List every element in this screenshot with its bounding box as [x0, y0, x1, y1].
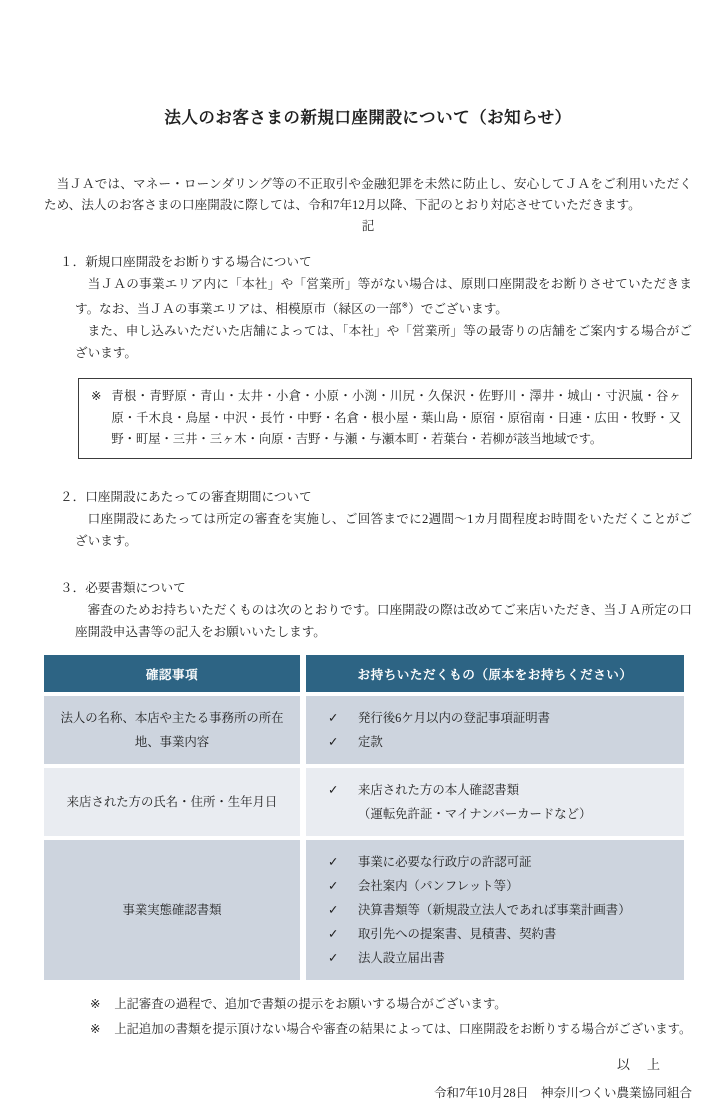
table-row-items	[306, 840, 684, 980]
section-2-body	[75, 508, 692, 552]
section-2-paragraph-1: 口座開設にあたっては所定の審査を実施し、ご回答までに2週間～1カ月間程度お時間をいただくことがございます。	[75, 511, 692, 548]
list-item	[314, 850, 676, 874]
list-item-text: 決算書類等（新規設立法人であれば事業計画書）	[358, 902, 631, 917]
note-marker: ※	[90, 996, 101, 1011]
list-item	[314, 778, 676, 802]
intro-paragraph: 当ＪＡでは、マネー・ローンダリング等の不正取引や金融犯罪を未然に防止し、安心してＪＡをご利用いただくため、法人のお客さまの口座開設に際しては、令和7年12月以降、下記のとおり対応させていただきます。	[44, 177, 692, 212]
footnote	[90, 1017, 692, 1042]
check-list	[314, 706, 676, 754]
footnote	[90, 992, 692, 1017]
required-documents-table	[44, 655, 684, 980]
note-marker: ※	[91, 389, 102, 404]
page-title: 法人のお客さまの新規口座開設について（お知らせ）	[164, 109, 572, 127]
section-3	[44, 578, 692, 643]
list-item	[314, 706, 676, 730]
check-icon: ✓	[328, 709, 339, 725]
section-1-body	[75, 273, 692, 364]
service-area-list: 青根・青野原・青山・太井・小倉・小原・小渕・川尻・久保沢・佐野川・澤井・城山・寸沢嵐・谷ヶ原・千木良・鳥屋・中沢・長竹・中野・名倉・根小屋・葉山島・原宿・原宿南・日連・広田・牧野・又野・町屋・三井・三ヶ木・向原・吉野・与瀬・与瀬本町・若葉台・若柳が該当地域です。	[111, 389, 681, 447]
section-1	[44, 252, 692, 364]
list-item	[314, 874, 676, 898]
table-row-items	[306, 696, 684, 764]
table-row-label: 事業実態確認書類	[44, 840, 300, 980]
list-item-text: 来店された方の本人確認書類	[358, 782, 520, 797]
section-3-body	[75, 599, 692, 643]
check-list	[314, 778, 676, 802]
section-1-paragraph-1	[75, 273, 692, 320]
list-item-text: 取引先への提案書、見積書、契約書	[358, 926, 557, 941]
list-item-text: 法人設立届出書	[358, 950, 445, 965]
section-3-heading: ３．必要書類について	[60, 580, 186, 595]
list-item-text: 定款	[358, 734, 383, 749]
section-1-heading: １．新規口座開設をお断りする場合について	[60, 255, 312, 269]
ki-marker: 記	[361, 219, 375, 233]
section-2-heading: ２．口座開設にあたっての審査期間について	[60, 489, 312, 504]
closing-phrase: 以 上	[616, 1056, 662, 1072]
footnotes	[44, 992, 692, 1042]
table-header-documents: お持ちいただくもの（原本をお持ちください）	[306, 655, 684, 692]
check-list	[314, 850, 676, 970]
section-2	[44, 487, 692, 552]
table-row-label: 法人の名称、本店や主たる事務所の所在地、事業内容	[44, 696, 300, 764]
service-area-note-box	[78, 378, 692, 459]
list-item-text: 発行後6ケ月以内の登記事項証明書	[358, 710, 551, 725]
check-icon: ✓	[328, 781, 339, 797]
table-row-items	[306, 768, 684, 836]
date-and-organization: 令和7年10月28日 神奈川つくい農業協同組合	[433, 1085, 692, 1100]
list-item	[314, 730, 676, 754]
list-item	[314, 922, 676, 946]
reference-mark: ※	[401, 301, 409, 310]
section-1-para1-text: 当ＪＡの事業エリア内に「本社」や「営業所」等がない場合は、原則口座開設をお断りさせていただきます。なお、当ＪＡの事業エリアは、相模原市（緑区の一部	[75, 277, 692, 317]
check-icon: ✓	[328, 733, 339, 749]
table-header-confirmation: 確認事項	[44, 655, 300, 692]
section-3-paragraph-1: 審査のためお持ちいただくものは次のとおりです。口座開設の際は改めてご来店いただき、当ＪＡ所定の口座開設申込書等の記入をお願いいたします。	[75, 602, 692, 639]
check-icon: ✓	[328, 949, 339, 965]
check-icon: ✓	[328, 853, 339, 869]
list-item-text: 会社案内（パンフレット等）	[358, 878, 519, 893]
check-icon: ✓	[328, 877, 339, 893]
check-icon: ✓	[328, 901, 339, 917]
list-item-subtext: （運転免許証・マイナンバーカードなど）	[358, 806, 592, 821]
footnote-text: 上記追加の書類を提示頂けない場合や審査の結果によっては、口座開設をお断りする場合がございます。	[114, 1021, 692, 1036]
list-item	[314, 898, 676, 922]
footnote-text: 上記審査の過程で、追加で書類の提示をお願いする場合がございます。	[114, 996, 507, 1011]
table-row-label: 来店された方の氏名・住所・生年月日	[44, 768, 300, 836]
section-1-paragraph-2: また、申し込みいただいた店舗によっては、「本社」や「営業所」等の最寄りの店舗をご案内する場合がございます。	[75, 324, 692, 361]
note-marker: ※	[90, 1021, 101, 1036]
list-item	[314, 946, 676, 970]
section-1-para1-tail: ）でございます。	[408, 302, 508, 317]
check-icon: ✓	[328, 925, 339, 941]
list-item-text: 事業に必要な行政庁の許認可証	[358, 854, 532, 869]
